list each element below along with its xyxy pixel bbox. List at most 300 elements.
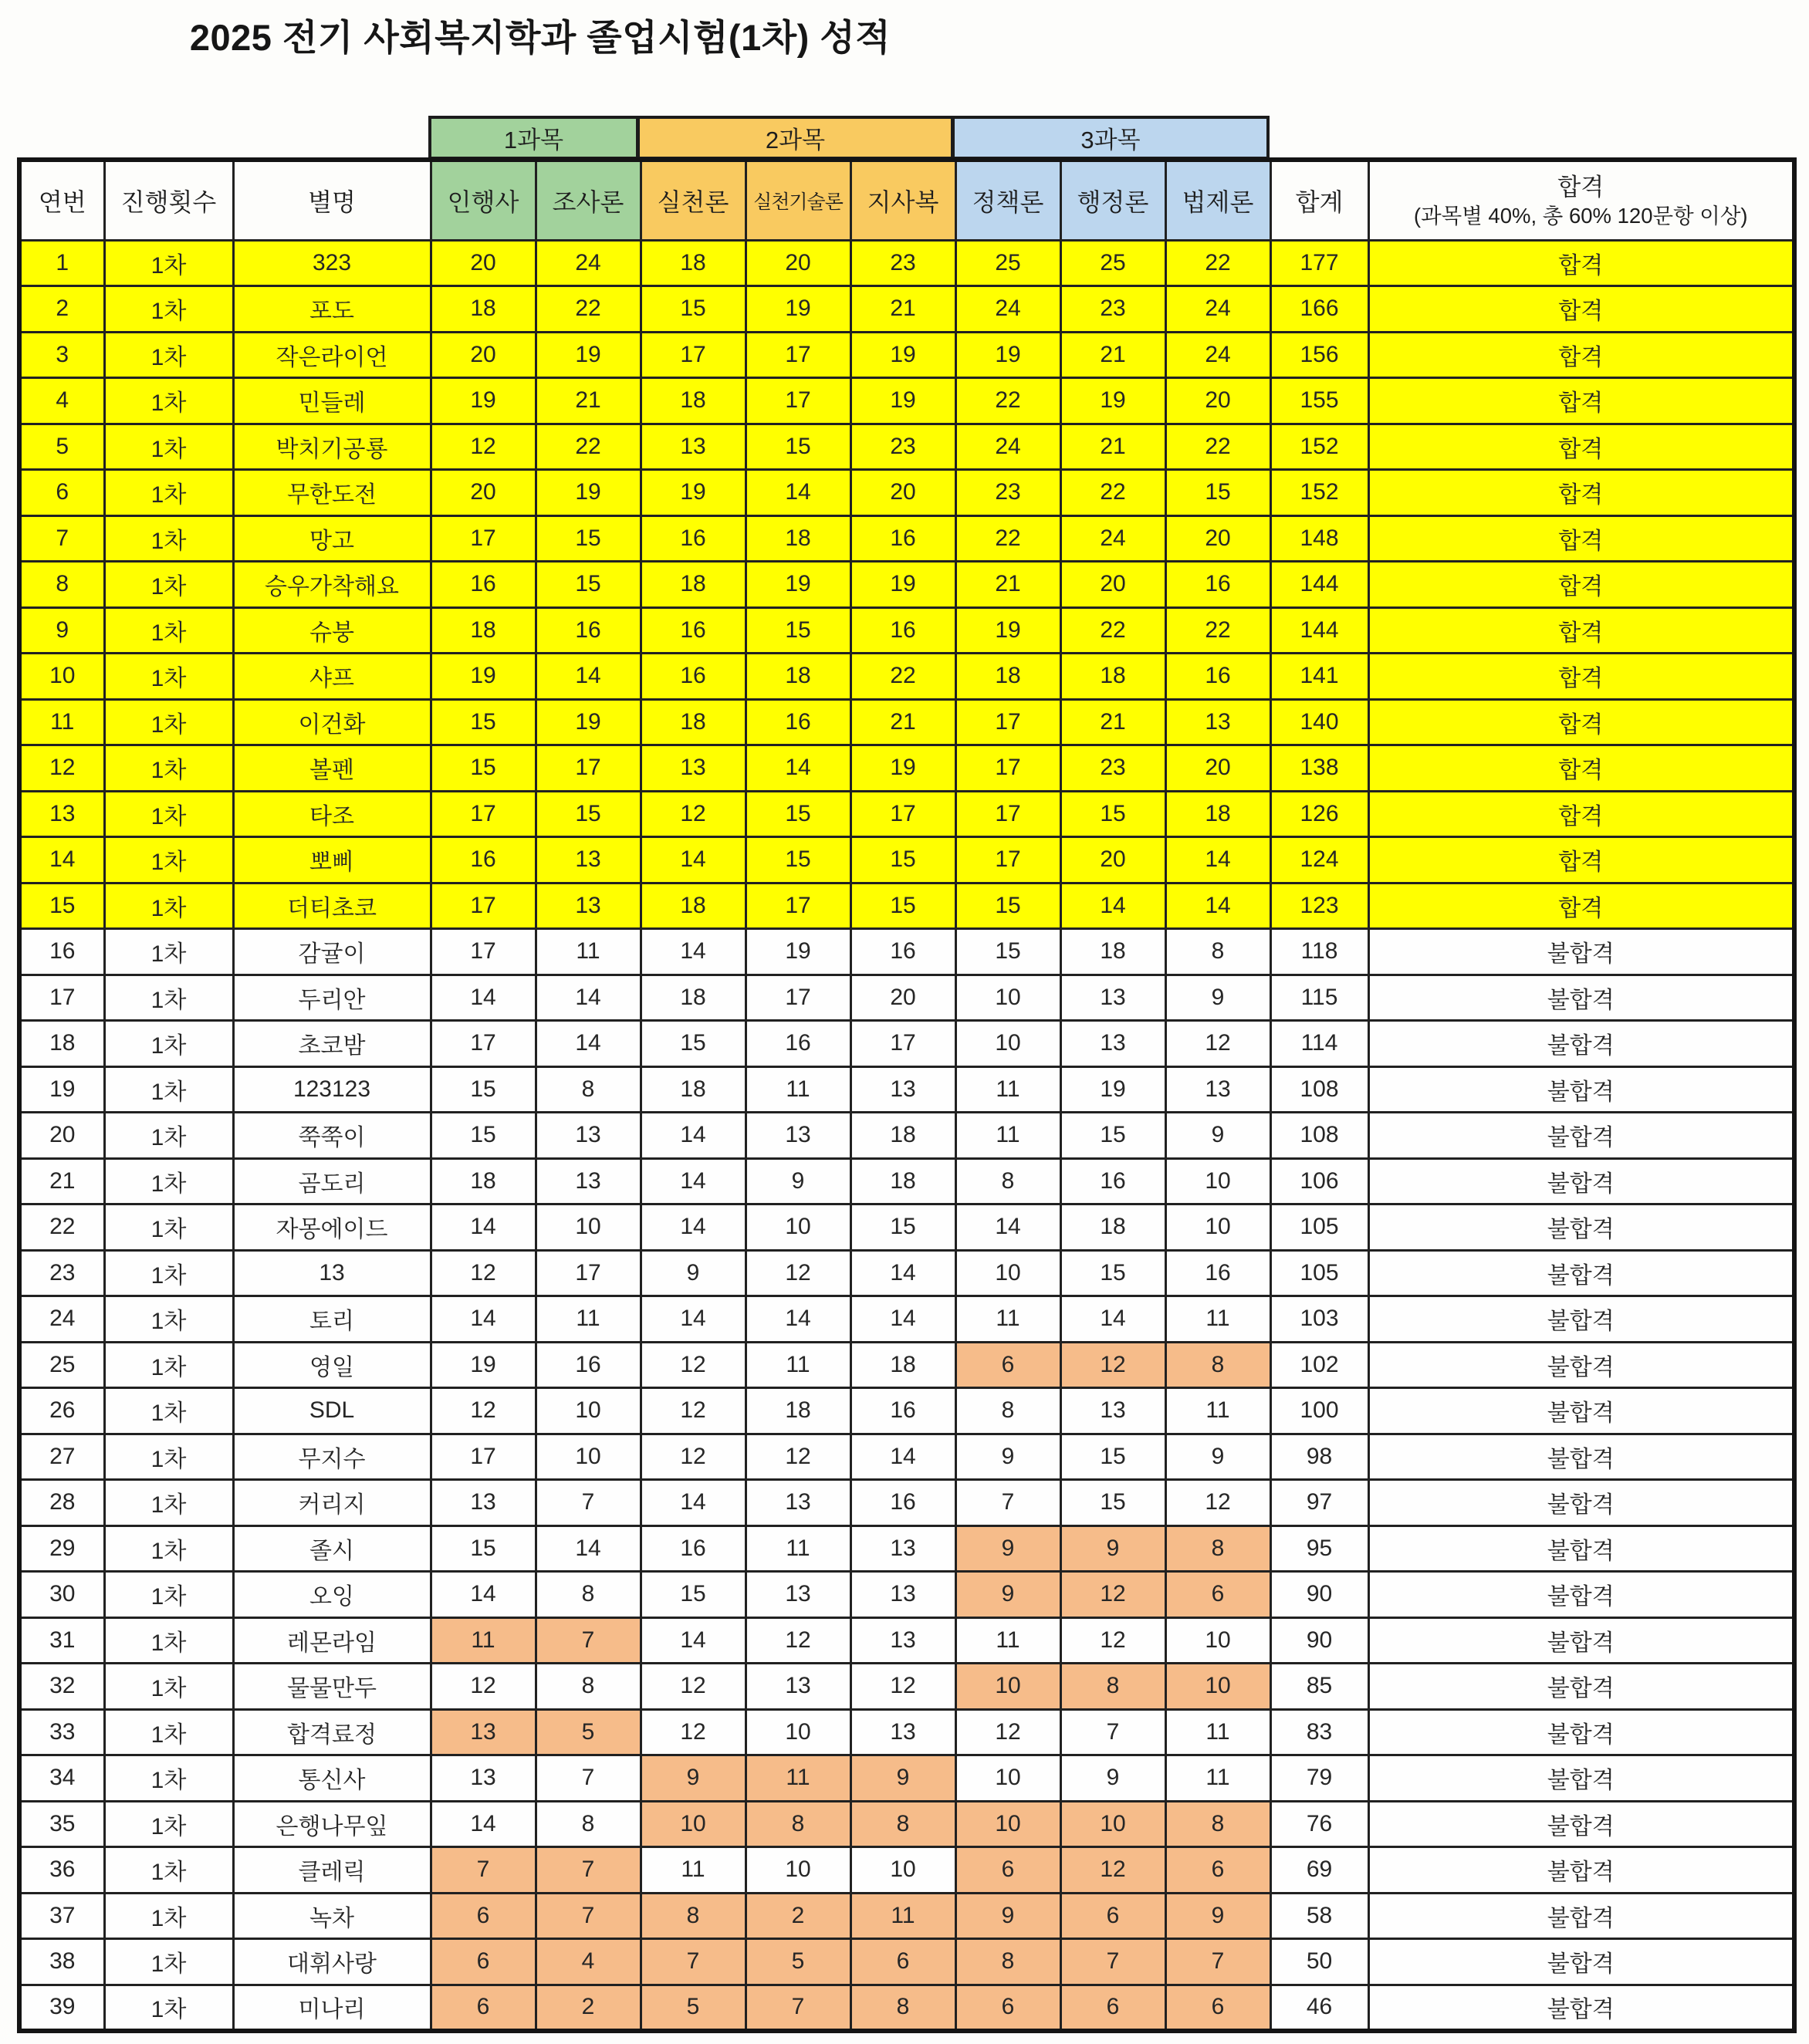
score-cell: 15 bbox=[1060, 791, 1165, 837]
score-cell: 16 bbox=[641, 654, 746, 700]
score-cell: 19 bbox=[850, 378, 955, 424]
subject-group-2-label: 2과목 bbox=[765, 127, 826, 154]
row-number-cell: 15 bbox=[19, 883, 104, 929]
row-number-cell: 36 bbox=[19, 1847, 104, 1894]
score-cell: 18 bbox=[641, 975, 746, 1021]
pass-header-criteria: (과목별 40%, 총 60% 120문항 이상) bbox=[1413, 204, 1748, 228]
total-cell: 103 bbox=[1270, 1296, 1368, 1343]
score-cell: 8 bbox=[1165, 929, 1270, 975]
score-cell: 19 bbox=[746, 929, 850, 975]
nickname-cell: 이건화 bbox=[233, 699, 431, 745]
score-cell: 11 bbox=[746, 1525, 850, 1572]
score-cell: 18 bbox=[641, 883, 746, 929]
score-cell: 5 bbox=[746, 1939, 850, 1985]
score-cell: 19 bbox=[1060, 378, 1165, 424]
table-row bbox=[19, 1847, 1794, 1894]
total-cell: 58 bbox=[1270, 1893, 1368, 1939]
table-row bbox=[19, 654, 1794, 700]
score-cell: 16 bbox=[746, 699, 850, 745]
score-cell: 12 bbox=[641, 1434, 746, 1480]
score-cell: 13 bbox=[746, 1480, 850, 1526]
row-number-cell: 13 bbox=[19, 791, 104, 837]
score-cell: 23 bbox=[1060, 745, 1165, 792]
score-cell: 16 bbox=[641, 607, 746, 654]
score-cell: 13 bbox=[746, 1113, 850, 1159]
score-cell: 12 bbox=[1060, 1847, 1165, 1894]
score-cell: 8 bbox=[536, 1664, 641, 1710]
nickname-cell: 작은라이언 bbox=[233, 332, 431, 378]
score-cell: 22 bbox=[955, 378, 1060, 424]
round-cell: 1차 bbox=[104, 1342, 233, 1388]
score-cell: 12 bbox=[431, 1388, 536, 1434]
total-cell: 124 bbox=[1270, 837, 1368, 883]
total-cell: 177 bbox=[1270, 240, 1368, 286]
score-cell: 25 bbox=[955, 240, 1060, 286]
result-cell: 불합격 bbox=[1368, 1296, 1794, 1343]
round-cell: 1차 bbox=[104, 378, 233, 424]
score-cell: 7 bbox=[1165, 1939, 1270, 1985]
result-cell: 불합격 bbox=[1368, 1342, 1794, 1388]
nickname-cell: 무한도전 bbox=[233, 470, 431, 516]
score-cell: 18 bbox=[1060, 1204, 1165, 1251]
score-cell: 18 bbox=[850, 1342, 955, 1388]
nickname-cell: 민들레 bbox=[233, 378, 431, 424]
result-cell: 불합격 bbox=[1368, 1066, 1794, 1113]
score-cell: 22 bbox=[536, 424, 641, 470]
score-cell: 22 bbox=[1060, 607, 1165, 654]
row-number-cell: 16 bbox=[19, 929, 104, 975]
score-cell: 22 bbox=[536, 286, 641, 333]
total-cell: 102 bbox=[1270, 1342, 1368, 1388]
score-cell: 14 bbox=[1060, 1296, 1165, 1343]
score-cell: 17 bbox=[746, 378, 850, 424]
total-cell: 46 bbox=[1270, 1985, 1368, 2031]
round-cell: 1차 bbox=[104, 240, 233, 286]
result-cell: 불합격 bbox=[1368, 1985, 1794, 2031]
score-cell: 14 bbox=[536, 654, 641, 700]
score-cell: 15 bbox=[850, 883, 955, 929]
round-cell: 1차 bbox=[104, 1204, 233, 1251]
result-cell: 합격 bbox=[1368, 745, 1794, 792]
score-cell: 10 bbox=[746, 1204, 850, 1251]
score-cell: 11 bbox=[746, 1342, 850, 1388]
score-cell: 24 bbox=[955, 286, 1060, 333]
round-cell: 1차 bbox=[104, 1158, 233, 1204]
col-header-subject-7: 행정론 bbox=[1060, 160, 1165, 240]
nickname-cell: 감귤이 bbox=[233, 929, 431, 975]
score-cell: 17 bbox=[641, 332, 746, 378]
score-cell: 13 bbox=[536, 837, 641, 883]
table-row bbox=[19, 699, 1794, 745]
col-header-subject-4: 실천기술론 bbox=[746, 160, 850, 240]
result-cell: 불합격 bbox=[1368, 1617, 1794, 1664]
row-number-cell: 10 bbox=[19, 654, 104, 700]
score-cell: 14 bbox=[1165, 883, 1270, 929]
column-header-row bbox=[19, 160, 1794, 240]
score-cell: 18 bbox=[955, 654, 1060, 700]
score-cell: 12 bbox=[1165, 1480, 1270, 1526]
score-cell: 20 bbox=[850, 975, 955, 1021]
score-cell: 6 bbox=[850, 1939, 955, 1985]
score-cell: 6 bbox=[431, 1985, 536, 2031]
score-cell: 2 bbox=[536, 1985, 641, 2031]
total-cell: 76 bbox=[1270, 1801, 1368, 1847]
table-row bbox=[19, 562, 1794, 608]
score-cell: 18 bbox=[641, 562, 746, 608]
score-cell: 25 bbox=[1060, 240, 1165, 286]
score-cell: 6 bbox=[1060, 1985, 1165, 2031]
result-cell: 합격 bbox=[1368, 883, 1794, 929]
nickname-cell: 무지수 bbox=[233, 1434, 431, 1480]
nickname-cell: 두리안 bbox=[233, 975, 431, 1021]
score-cell: 16 bbox=[641, 1525, 746, 1572]
total-cell: 97 bbox=[1270, 1480, 1368, 1526]
round-cell: 1차 bbox=[104, 1066, 233, 1113]
table-row bbox=[19, 286, 1794, 333]
score-cell: 13 bbox=[1060, 1388, 1165, 1434]
score-cell: 19 bbox=[955, 607, 1060, 654]
score-cell: 15 bbox=[746, 424, 850, 470]
score-cell: 15 bbox=[431, 1113, 536, 1159]
score-cell: 19 bbox=[536, 699, 641, 745]
nickname-cell: 더티초코 bbox=[233, 883, 431, 929]
row-number-cell: 26 bbox=[19, 1388, 104, 1434]
score-cell: 22 bbox=[1165, 607, 1270, 654]
table-row bbox=[19, 1801, 1794, 1847]
score-cell: 10 bbox=[1165, 1664, 1270, 1710]
score-cell: 13 bbox=[1060, 1021, 1165, 1067]
nickname-cell: 123123 bbox=[233, 1066, 431, 1113]
score-cell: 10 bbox=[536, 1434, 641, 1480]
score-cell: 19 bbox=[1060, 1066, 1165, 1113]
score-cell: 11 bbox=[641, 1847, 746, 1894]
round-cell: 1차 bbox=[104, 424, 233, 470]
score-cell: 17 bbox=[746, 332, 850, 378]
score-cell: 7 bbox=[955, 1480, 1060, 1526]
round-cell: 1차 bbox=[104, 1388, 233, 1434]
score-cell: 23 bbox=[850, 424, 955, 470]
row-number-cell: 28 bbox=[19, 1480, 104, 1526]
subject-group-2-header bbox=[637, 116, 954, 160]
score-cell: 6 bbox=[1165, 1985, 1270, 2031]
result-cell: 합격 bbox=[1368, 240, 1794, 286]
total-cell: 148 bbox=[1270, 515, 1368, 562]
table-row bbox=[19, 515, 1794, 562]
score-cell: 17 bbox=[746, 975, 850, 1021]
score-cell: 9 bbox=[955, 1434, 1060, 1480]
round-cell: 1차 bbox=[104, 1434, 233, 1480]
table-row bbox=[19, 745, 1794, 792]
score-cell: 14 bbox=[431, 975, 536, 1021]
total-cell: 90 bbox=[1270, 1572, 1368, 1618]
score-cell: 9 bbox=[641, 1250, 746, 1296]
score-cell: 22 bbox=[850, 654, 955, 700]
table-row bbox=[19, 1388, 1794, 1434]
round-cell: 1차 bbox=[104, 791, 233, 837]
score-cell: 10 bbox=[1165, 1158, 1270, 1204]
score-cell: 12 bbox=[431, 1250, 536, 1296]
table-row bbox=[19, 837, 1794, 883]
table-row bbox=[19, 1250, 1794, 1296]
total-cell: 98 bbox=[1270, 1434, 1368, 1480]
score-cell: 8 bbox=[955, 1939, 1060, 1985]
score-cell: 19 bbox=[850, 562, 955, 608]
score-cell: 18 bbox=[746, 1388, 850, 1434]
score-cell: 11 bbox=[1165, 1709, 1270, 1755]
score-cell: 20 bbox=[1165, 378, 1270, 424]
nickname-cell: 레몬라임 bbox=[233, 1617, 431, 1664]
score-cell: 17 bbox=[850, 791, 955, 837]
total-cell: 83 bbox=[1270, 1709, 1368, 1755]
score-cell: 11 bbox=[955, 1296, 1060, 1343]
score-cell: 20 bbox=[850, 470, 955, 516]
score-cell: 10 bbox=[1165, 1204, 1270, 1251]
row-number-cell: 20 bbox=[19, 1113, 104, 1159]
score-cell: 19 bbox=[536, 332, 641, 378]
result-cell: 합격 bbox=[1368, 607, 1794, 654]
table-row bbox=[19, 1434, 1794, 1480]
table-row bbox=[19, 1709, 1794, 1755]
score-cell: 21 bbox=[1060, 332, 1165, 378]
table-row bbox=[19, 1021, 1794, 1067]
score-cell: 17 bbox=[955, 745, 1060, 792]
score-cell: 17 bbox=[955, 699, 1060, 745]
score-cell: 8 bbox=[955, 1158, 1060, 1204]
result-cell: 불합격 bbox=[1368, 1847, 1794, 1894]
score-cell: 11 bbox=[746, 1066, 850, 1113]
total-cell: 90 bbox=[1270, 1617, 1368, 1664]
row-number-cell: 23 bbox=[19, 1250, 104, 1296]
table-row bbox=[19, 1113, 1794, 1159]
score-cell: 20 bbox=[1165, 515, 1270, 562]
table-row bbox=[19, 424, 1794, 470]
score-cell: 22 bbox=[1165, 424, 1270, 470]
result-cell: 합격 bbox=[1368, 378, 1794, 424]
nickname-cell: 오잉 bbox=[233, 1572, 431, 1618]
score-cell: 18 bbox=[1165, 791, 1270, 837]
round-cell: 1차 bbox=[104, 654, 233, 700]
score-cell: 15 bbox=[641, 286, 746, 333]
score-cell: 10 bbox=[955, 1021, 1060, 1067]
row-number-cell: 4 bbox=[19, 378, 104, 424]
score-cell: 19 bbox=[746, 286, 850, 333]
round-cell: 1차 bbox=[104, 286, 233, 333]
row-number-cell: 19 bbox=[19, 1066, 104, 1113]
col-header-nickname: 별명 bbox=[233, 160, 431, 240]
table-row bbox=[19, 1755, 1794, 1802]
table-row bbox=[19, 1342, 1794, 1388]
nickname-cell: 뽀삐 bbox=[233, 837, 431, 883]
score-cell: 16 bbox=[1165, 654, 1270, 700]
score-cell: 16 bbox=[431, 562, 536, 608]
nickname-cell: 볼펜 bbox=[233, 745, 431, 792]
total-cell: 156 bbox=[1270, 332, 1368, 378]
row-number-cell: 22 bbox=[19, 1204, 104, 1251]
score-cell: 18 bbox=[746, 515, 850, 562]
row-number-cell: 12 bbox=[19, 745, 104, 792]
score-cell: 14 bbox=[641, 1204, 746, 1251]
score-cell: 10 bbox=[536, 1204, 641, 1251]
score-cell: 12 bbox=[641, 1664, 746, 1710]
row-number-cell: 32 bbox=[19, 1664, 104, 1710]
score-cell: 9 bbox=[1060, 1755, 1165, 1802]
score-cell: 20 bbox=[1060, 837, 1165, 883]
round-cell: 1차 bbox=[104, 562, 233, 608]
score-cell: 18 bbox=[641, 699, 746, 745]
total-cell: 105 bbox=[1270, 1204, 1368, 1251]
result-cell: 불합격 bbox=[1368, 1709, 1794, 1755]
row-number-cell: 1 bbox=[19, 240, 104, 286]
table-row bbox=[19, 1893, 1794, 1939]
score-cell: 9 bbox=[746, 1158, 850, 1204]
score-cell: 23 bbox=[955, 470, 1060, 516]
table-row bbox=[19, 1158, 1794, 1204]
pass-header-title: 합격 bbox=[1557, 173, 1604, 201]
score-cell: 10 bbox=[746, 1709, 850, 1755]
score-cell: 16 bbox=[850, 1388, 955, 1434]
score-cell: 9 bbox=[1165, 1434, 1270, 1480]
nickname-cell: 영일 bbox=[233, 1342, 431, 1388]
score-cell: 14 bbox=[850, 1250, 955, 1296]
score-cell: 14 bbox=[431, 1572, 536, 1618]
score-cell: 2 bbox=[746, 1893, 850, 1939]
score-cell: 10 bbox=[955, 1250, 1060, 1296]
score-cell: 8 bbox=[1060, 1664, 1165, 1710]
row-number-cell: 9 bbox=[19, 607, 104, 654]
score-cell: 12 bbox=[1060, 1617, 1165, 1664]
total-cell: 95 bbox=[1270, 1525, 1368, 1572]
table-row bbox=[19, 378, 1794, 424]
score-cell: 16 bbox=[850, 515, 955, 562]
total-cell: 115 bbox=[1270, 975, 1368, 1021]
score-cell: 15 bbox=[1060, 1113, 1165, 1159]
score-cell: 15 bbox=[431, 1525, 536, 1572]
score-cell: 11 bbox=[1165, 1755, 1270, 1802]
score-cell: 16 bbox=[1165, 1250, 1270, 1296]
score-cell: 20 bbox=[746, 240, 850, 286]
row-number-cell: 2 bbox=[19, 286, 104, 333]
score-cell: 18 bbox=[431, 607, 536, 654]
result-cell: 불합격 bbox=[1368, 1250, 1794, 1296]
score-cell: 6 bbox=[955, 1847, 1060, 1894]
score-cell: 19 bbox=[955, 332, 1060, 378]
score-cell: 7 bbox=[536, 1847, 641, 1894]
score-cell: 18 bbox=[1060, 929, 1165, 975]
result-cell: 불합격 bbox=[1368, 1434, 1794, 1480]
col-header-subject-3: 실천론 bbox=[641, 160, 746, 240]
total-cell: 123 bbox=[1270, 883, 1368, 929]
score-cell: 16 bbox=[850, 929, 955, 975]
nickname-cell: 자몽에이드 bbox=[233, 1204, 431, 1251]
nickname-cell: 졸시 bbox=[233, 1525, 431, 1572]
round-cell: 1차 bbox=[104, 515, 233, 562]
score-cell: 7 bbox=[1060, 1709, 1165, 1755]
score-cell: 13 bbox=[536, 1113, 641, 1159]
score-cell: 16 bbox=[850, 1480, 955, 1526]
round-cell: 1차 bbox=[104, 607, 233, 654]
score-table-body bbox=[19, 240, 1794, 2031]
score-cell: 7 bbox=[641, 1939, 746, 1985]
nickname-cell: 은행나무잎 bbox=[233, 1801, 431, 1847]
score-cell: 18 bbox=[1060, 654, 1165, 700]
col-header-subject-5: 지사복 bbox=[850, 160, 955, 240]
result-cell: 불합격 bbox=[1368, 1021, 1794, 1067]
score-cell: 15 bbox=[1060, 1480, 1165, 1526]
score-cell: 8 bbox=[1165, 1801, 1270, 1847]
nickname-cell: SDL bbox=[233, 1388, 431, 1434]
score-cell: 13 bbox=[1165, 1066, 1270, 1113]
table-row bbox=[19, 1066, 1794, 1113]
row-number-cell: 30 bbox=[19, 1572, 104, 1618]
score-cell: 9 bbox=[1165, 1113, 1270, 1159]
score-cell: 22 bbox=[1060, 470, 1165, 516]
score-cell: 19 bbox=[431, 378, 536, 424]
score-cell: 10 bbox=[955, 1664, 1060, 1710]
round-cell: 1차 bbox=[104, 745, 233, 792]
score-cell: 15 bbox=[431, 699, 536, 745]
result-cell: 불합격 bbox=[1368, 929, 1794, 975]
score-cell: 17 bbox=[850, 1021, 955, 1067]
total-cell: 85 bbox=[1270, 1664, 1368, 1710]
score-cell: 11 bbox=[955, 1066, 1060, 1113]
round-cell: 1차 bbox=[104, 332, 233, 378]
table-row bbox=[19, 607, 1794, 654]
score-cell: 10 bbox=[850, 1847, 955, 1894]
row-number-cell: 17 bbox=[19, 975, 104, 1021]
table-row bbox=[19, 240, 1794, 286]
score-cell: 10 bbox=[955, 975, 1060, 1021]
result-cell: 합격 bbox=[1368, 470, 1794, 516]
score-cell: 6 bbox=[955, 1985, 1060, 2031]
score-cell: 19 bbox=[431, 1342, 536, 1388]
total-cell: 126 bbox=[1270, 791, 1368, 837]
subject-group-1-label: 1과목 bbox=[503, 127, 564, 154]
col-header-subject-8: 법제론 bbox=[1165, 160, 1270, 240]
score-cell: 13 bbox=[850, 1525, 955, 1572]
result-cell: 불합격 bbox=[1368, 1480, 1794, 1526]
result-cell: 불합격 bbox=[1368, 1664, 1794, 1710]
nickname-cell: 미나리 bbox=[233, 1985, 431, 2031]
nickname-cell: 승우가착해요 bbox=[233, 562, 431, 608]
row-number-cell: 39 bbox=[19, 1985, 104, 2031]
total-cell: 106 bbox=[1270, 1158, 1368, 1204]
score-cell: 24 bbox=[1060, 515, 1165, 562]
score-cell: 5 bbox=[536, 1709, 641, 1755]
score-cell: 14 bbox=[536, 975, 641, 1021]
table-row bbox=[19, 791, 1794, 837]
score-cell: 16 bbox=[431, 837, 536, 883]
col-header-subject-6: 정책론 bbox=[955, 160, 1060, 240]
score-cell: 20 bbox=[1060, 562, 1165, 608]
page-title: 2025 전기 사회복지학과 졸업시험(1차) 성적 bbox=[189, 17, 891, 58]
score-cell: 15 bbox=[746, 607, 850, 654]
score-cell: 21 bbox=[1060, 424, 1165, 470]
total-cell: 141 bbox=[1270, 654, 1368, 700]
row-number-cell: 5 bbox=[19, 424, 104, 470]
score-cell: 17 bbox=[955, 791, 1060, 837]
round-cell: 1차 bbox=[104, 1939, 233, 1985]
result-cell: 합격 bbox=[1368, 654, 1794, 700]
round-cell: 1차 bbox=[104, 1021, 233, 1067]
round-cell: 1차 bbox=[104, 1572, 233, 1618]
row-number-cell: 21 bbox=[19, 1158, 104, 1204]
score-cell: 8 bbox=[1165, 1342, 1270, 1388]
score-cell: 11 bbox=[746, 1755, 850, 1802]
score-cell: 14 bbox=[746, 745, 850, 792]
score-cell: 18 bbox=[746, 654, 850, 700]
score-cell: 14 bbox=[641, 837, 746, 883]
score-cell: 9 bbox=[1165, 1893, 1270, 1939]
